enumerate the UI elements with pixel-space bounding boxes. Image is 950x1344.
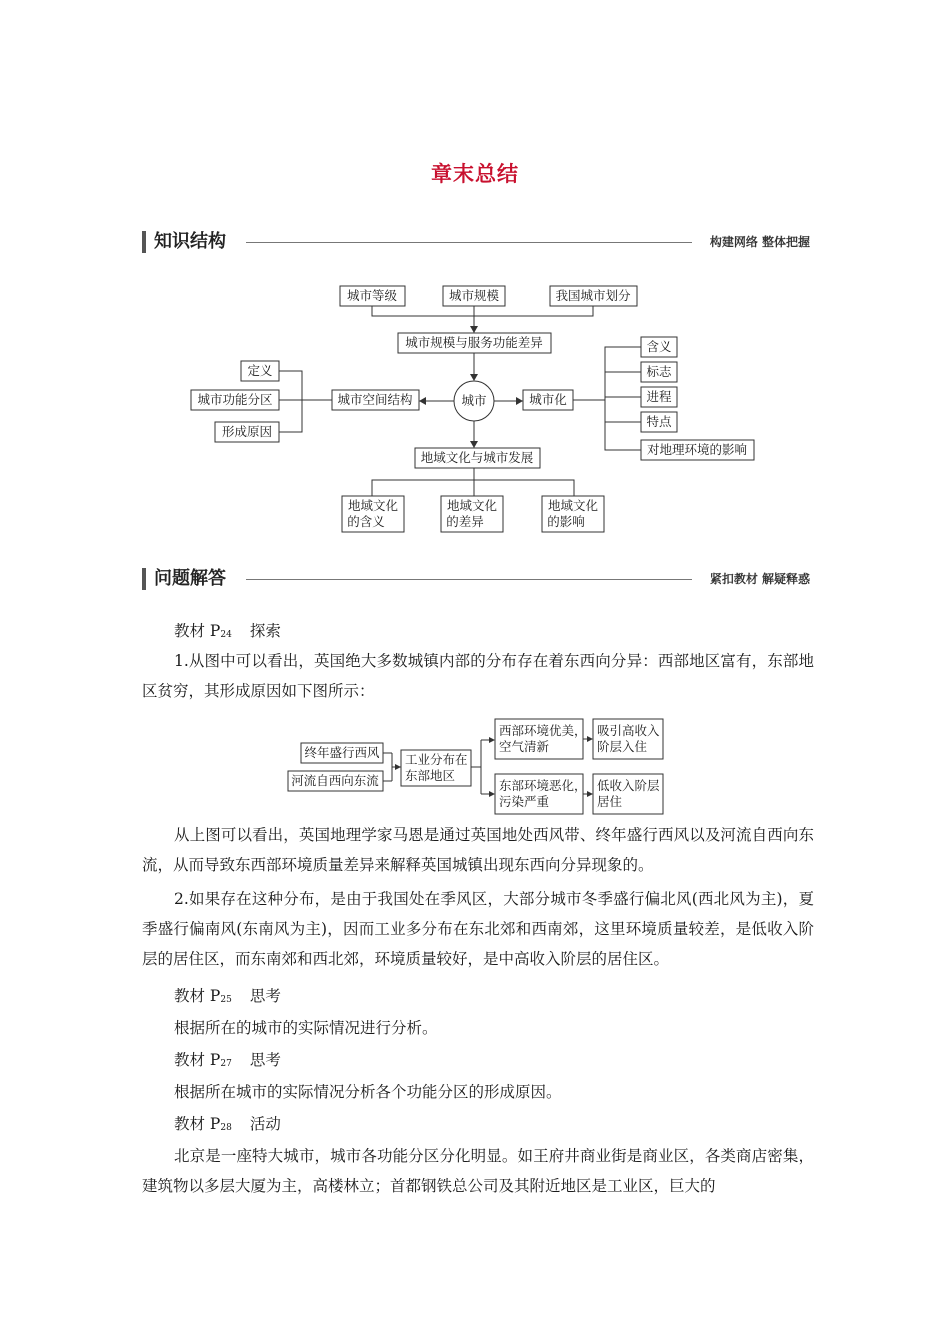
label-low-income-2: 居住 [597,794,623,809]
label-functional-zones: 城市功能分区 [197,392,273,407]
label-westerly-wind: 终年盛行西风 [304,745,380,760]
label-definition: 定义 [247,363,273,378]
label-features: 特点 [646,414,672,429]
textbook-ref-p24: 教材 $P_{24}$ 探索 [174,622,281,640]
section-rule [246,579,692,580]
label-river-flow: 河流自西向东流 [291,773,379,788]
section-title: 问题解答 [154,568,226,589]
label-process: 进程 [646,389,672,404]
label-china-city-division: 我国城市划分 [555,288,631,303]
label-industry-east-2: 东部地区 [405,768,456,783]
label-meaning: 含义 [646,339,672,354]
label-culture-influence-2: 的影响 [547,514,585,529]
label-culture-difference-1: 地域文化 [446,498,498,513]
label-east-env-1: 东部环境恶化， [499,778,587,793]
label-high-income-1: 吸引高收入 [597,723,660,738]
label-regional-culture: 地域文化与城市发展 [420,450,534,465]
label-city-scale: 城市规模 [448,288,500,303]
section-subtitle: 构建网络 整体把握 [709,235,810,249]
label-culture-influence-1: 地域文化 [547,498,599,513]
label-formation-causes: 形成原因 [221,424,273,439]
label-culture-meaning-2: 的含义 [347,514,385,529]
label-industry-east-1: 工业分布在 [405,752,468,767]
label-low-income-1: 低收入阶层 [597,778,660,793]
textbook-ref-p28: 教材 $P_{28}$ 活动 [174,1115,281,1133]
paragraph-6: 北京是一座特大城市，城市各功能分区分化明显。如王府井商业街是商业区，各类商店密集，建筑物以多层大厦为主，高楼林立；首都钢铁总公司及其附近地区是工业区，巨大的 [142,1147,814,1195]
section-header-qa [142,567,810,591]
label-east-env-2: 污染严重 [499,794,550,809]
paragraph-1: 1.从图中可以看出，英国绝大多数城镇内部的分布存在着东西向分异：西部地区富有，东部地区贫穷，其形成原因如下图所示： [142,652,814,700]
label-city-level: 城市等级 [346,288,398,303]
paragraph-5: 根据所在城市的实际情况分析各个功能分区的形成原因。 [174,1083,562,1101]
label-spatial-structure: 城市空间结构 [337,392,413,407]
label-environment-impact: 对地理环境的影响 [646,442,748,457]
label-culture-meaning-1: 地域文化 [347,498,399,513]
section-subtitle: 紧扣教材 解疑释惑 [709,572,810,586]
textbook-ref-p27: 教材 $P_{27}$ 思考 [174,1051,281,1069]
paragraph-3: 2.如果存在这种分布，是由于我国处在季风区，大部分城市冬季盛行偏北风(西北风为主)，夏季盛行偏南风(东南风为主)，因而工业多分布在东北郊和西南郊，这里环境质量较差，是低收入阶层的居住区，而东南郊和西北郊，环境质量较好，是中高收入阶层的居住区。 [142,890,814,968]
label-indicator: 标志 [646,364,672,379]
paragraph-4: 根据所在的城市的实际情况进行分析。 [174,1019,438,1037]
label-west-env-1: 西部环境优美， [499,723,587,738]
paragraph-2: 从上图可以看出，英国地理学家马恩是通过英国地处西风带、终年盛行西风以及河流自西向东流，从而导致东西部环境质量差异来解释英国城镇出现东西向分异现象的。 [142,826,814,874]
label-scale-function: 城市规模与服务功能差异 [405,335,543,350]
page-title: 章末总结 [431,162,519,186]
textbook-ref-p25: 教材 $P_{25}$ 思考 [174,987,281,1005]
section-title: 知识结构 [154,231,226,252]
label-center-city: 城市 [461,393,487,408]
section-bar [142,568,146,590]
label-culture-difference-2: 的差异 [446,514,484,529]
label-high-income-2: 阶层入住 [597,739,648,754]
label-west-env-2: 空气清新 [499,739,550,754]
label-urbanization: 城市化 [529,392,567,407]
